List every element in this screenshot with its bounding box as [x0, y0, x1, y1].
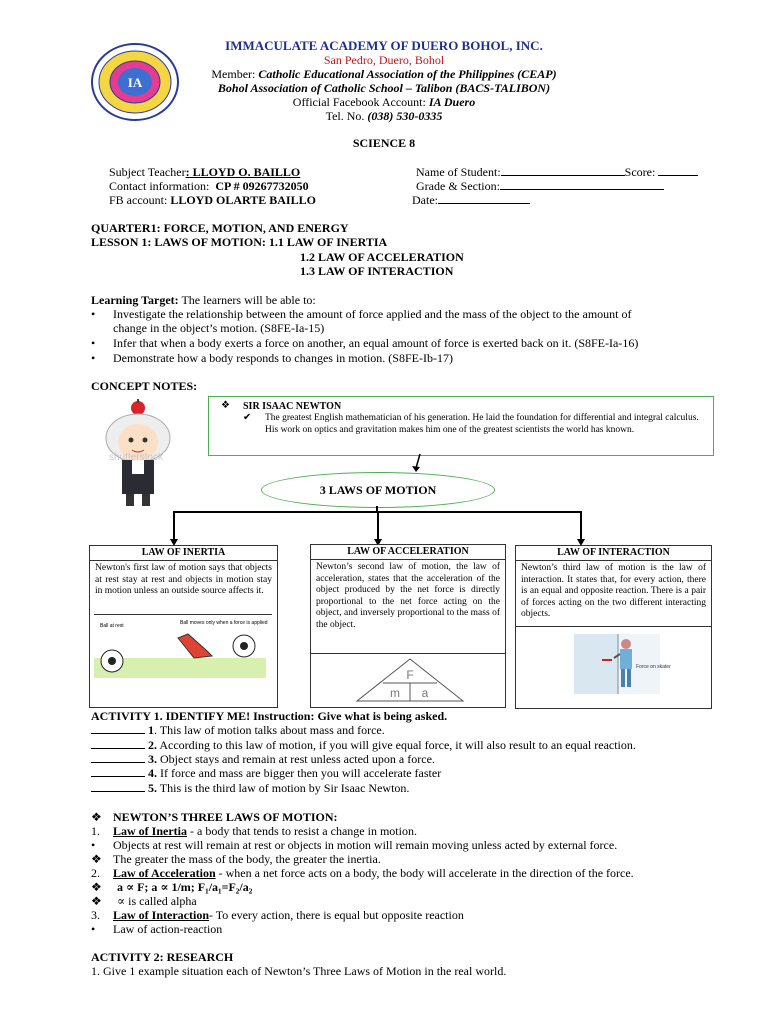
checkmark-icon: ✔: [243, 412, 252, 423]
law-of-interaction-title: LAW OF INTERACTION: [516, 546, 711, 561]
fb-line: [109, 193, 316, 208]
student-label: Name of Student:: [416, 165, 501, 179]
law-3-bullet: Law of action-reaction: [113, 922, 223, 936]
member-value: Catholic Educational Association of the Philippines (CEAP): [258, 67, 557, 81]
law-1-text: - a body that tends to resist a change in motion.: [187, 824, 417, 838]
law-1-bullet: Objects at rest will remain at rest or objects in motion will remain moving unless acted by external force.: [113, 838, 618, 852]
answer-field[interactable]: [91, 766, 145, 777]
law-1-number: 1.: [91, 824, 100, 838]
facebook-line: [0, 95, 768, 110]
date-label: Date:: [412, 193, 438, 207]
laws-of-motion-title: 3 LAWS OF MOTION: [319, 483, 437, 497]
diamond-icon: ❖: [91, 810, 102, 824]
item-number: 4.: [148, 766, 157, 780]
grade-line: [416, 179, 664, 194]
skater-illustration: [574, 634, 671, 694]
teacher-label: Subject Teacher: [109, 165, 186, 179]
bullet-icon: •: [91, 307, 96, 321]
lesson-title: LESSON 1: LAWS OF MOTION: 1.1 LAW OF INERTIA: [91, 235, 388, 249]
contact-line: [109, 179, 309, 194]
newton-info-box: [208, 396, 714, 456]
force-triangle-illustration: [355, 657, 465, 703]
quarter-title: QUARTER1: FORCE, MOTION, AND ENERGY: [91, 221, 349, 235]
facebook-value: IA Duero: [428, 95, 476, 109]
activity-2-question: 1. Give 1 example situation each of Newton’s Three Laws of Motion in the real world.: [91, 964, 507, 978]
bullet-icon: •: [91, 922, 96, 936]
fb-value: LLOYD OLARTE BAILLO: [170, 193, 316, 207]
bullet-icon: •: [91, 336, 96, 350]
inertia-img-label-2: Ball moves only when a force is applied: [180, 620, 268, 626]
school-name: IMMACULATE ACADEMY OF DUERO BOHOL, INC.: [225, 38, 543, 53]
concept-notes-heading: CONCEPT NOTES:: [91, 379, 198, 393]
law-2-name: Law of Acceleration: [113, 866, 216, 880]
item-number: 3.: [148, 752, 157, 766]
triangle-m: m: [390, 686, 400, 700]
learning-target-item: Investigate the relationship between the amount of force applied and the mass of the object to the amount of: [113, 307, 632, 321]
activity-1-item: [91, 766, 441, 781]
score-field[interactable]: [658, 165, 698, 176]
law-2-number: 2.: [91, 866, 100, 880]
tel-value: (038) 530-0335: [367, 109, 443, 123]
score-label: Score:: [624, 165, 656, 179]
answer-field[interactable]: [91, 781, 145, 792]
item-text: This is the third law of motion by Sir Isaac Newton.: [157, 781, 410, 795]
law-of-acceleration-text: Newton’s second law of motion, the law of acceleration, states that the acceleration of the object produced by the net force is directly proportional to the net force acting on the object, and inversely proportional to the mass of the object.: [316, 562, 500, 630]
item-text: Object stays and remain at rest unless acted upon a force.: [157, 752, 435, 766]
activity-1-item: [91, 752, 435, 767]
item-number: 5.: [148, 781, 157, 795]
contact-value: CP # 09267732050: [215, 179, 309, 193]
law-of-inertia-title: LAW OF INERTIA: [90, 546, 277, 561]
law-2-text: - when a net force acts on a body, the body will accelerate in the direction of the force.: [215, 866, 634, 880]
subject-title: SCIENCE 8: [352, 136, 416, 150]
student-line: [416, 165, 698, 180]
law-1-name: Law of Inertia: [113, 824, 187, 838]
law-3-line: [113, 908, 464, 923]
arrow-down-icon: [400, 454, 430, 474]
law-of-inertia-box: [89, 545, 278, 708]
teacher-value: : LLOYD O. BAILLO: [185, 165, 301, 179]
teacher-line: [109, 165, 300, 180]
newton-description: The greatest English mathematician of his generation. He laid the foundation for differential and integral calculus. His work on optics and gravitation makes him one of the greatest scientists the world has known.: [265, 413, 699, 435]
newton-illustration: [92, 398, 180, 510]
activity-2-title: ACTIVITY 2: RESEARCH: [91, 950, 234, 964]
date-field[interactable]: [438, 193, 530, 204]
triangle-f: F: [406, 668, 414, 682]
activity-1-title: ACTIVITY 1. IDENTIFY ME! Instruction: Give what is being asked.: [91, 709, 448, 723]
fb-label: FB account:: [109, 193, 168, 207]
triangle-a: a: [421, 686, 429, 700]
item-text: If force and mass are bigger then you will accelerate faster: [157, 766, 442, 780]
contact-label: Contact information:: [109, 179, 210, 193]
answer-field[interactable]: [91, 723, 145, 734]
law-of-acceleration-title: LAW OF ACCELERATION: [311, 545, 505, 560]
law-of-interaction-text: Newton’s third law of motion is the law of interaction. It states that, for every action, there is an equal and opposite reaction. There is a pair of forces acting on the two different interacting objects.: [521, 563, 706, 619]
law-3-number: 3.: [91, 908, 100, 922]
answer-field[interactable]: [91, 752, 145, 763]
activity-1-item: [91, 781, 409, 796]
arrow-down-icon: [371, 511, 385, 546]
bullet-icon: •: [91, 838, 96, 852]
item-number: 2.: [148, 738, 157, 752]
learning-target-heading: [91, 293, 316, 308]
facebook-label: Official Facebook Account:: [292, 95, 429, 109]
grade-section-field[interactable]: [500, 179, 664, 190]
activity-1-item: [91, 723, 385, 738]
law-2-formula: a ∝ F; a ∝ 1/m; F₁/a₁=F₂/a₂: [117, 880, 253, 894]
inertia-img-label-1: Ball at rest: [100, 623, 124, 629]
lesson-sub-3: 1.3 LAW OF INTERACTION: [300, 264, 454, 278]
bullet-icon: •: [91, 351, 96, 365]
learning-target-intro: The learners will be able to:: [178, 293, 316, 307]
law-3-name: Law of Interaction: [113, 908, 209, 922]
law-of-inertia-text: Newton's first law of motion says that objects at rest stay at rest and objects in motion stay in motion unless an outside source affects it.: [95, 563, 272, 596]
diamond-icon: ❖: [91, 852, 102, 866]
law-of-acceleration-box: [310, 544, 506, 708]
learning-target-item: Demonstrate how a body responds to changes in motion. (S8FE-Ib-17): [113, 351, 453, 365]
arrow-down-icon: [574, 511, 588, 546]
learning-target-label: Learning Target:: [91, 293, 179, 307]
learning-target-item: Infer that when a body exerts a force on another, an equal amount of force is exerted back on it. (S8FE-Ia-16): [113, 336, 639, 350]
three-laws-title: NEWTON’S THREE LAWS OF MOTION:: [113, 810, 338, 824]
law-1-line: [113, 824, 417, 839]
item-text: According to this law of motion, if you will give equal force, it will also result to an equal reaction.: [157, 738, 636, 752]
logo-monogram: IA: [127, 75, 143, 90]
laws-of-motion-ellipse: [261, 472, 495, 508]
lesson-sub-2: 1.2 LAW OF ACCELERATION: [300, 250, 464, 264]
school-address: San Pedro, Duero, Bohol: [323, 53, 445, 67]
arrow-down-icon: [167, 511, 181, 546]
diamond-icon: ❖: [91, 880, 102, 894]
learning-target-item: change in the object’s motion. (S8FE-Ia-15): [113, 321, 325, 335]
diamond-icon: ❖: [91, 894, 102, 908]
activity-1-item: [91, 738, 636, 753]
skater-img-label: Force on skater: [636, 664, 671, 670]
watermark-text: shutterstock: [109, 452, 163, 463]
tel-label: Tel. No.: [325, 109, 368, 123]
member-label: Member:: [211, 67, 259, 81]
item-number: 1: [148, 723, 154, 737]
diamond-icon: ❖: [221, 400, 230, 411]
law-2-line: [113, 866, 634, 881]
answer-field[interactable]: [91, 738, 145, 749]
inertia-illustration: [94, 618, 272, 682]
law-1-bullet: The greater the mass of the body, the greater the inertia.: [113, 852, 381, 866]
law-of-interaction-box: [515, 545, 712, 709]
student-name-field[interactable]: [501, 165, 625, 176]
item-text: . This law of motion talks about mass and force.: [154, 723, 385, 737]
grade-label: Grade & Section:: [416, 179, 500, 193]
newton-title: SIR ISAAC NEWTON: [243, 401, 342, 412]
association-line: Bohol Association of Catholic School – Talibon (BACS-TALIBON): [217, 81, 551, 95]
member-line: [0, 67, 768, 82]
tel-line: [0, 109, 768, 124]
law-2-alpha-note: ∝ is called alpha: [117, 894, 197, 908]
law-3-text: - To every action, there is equal but opposite reaction: [209, 908, 464, 922]
date-line: [412, 193, 530, 208]
